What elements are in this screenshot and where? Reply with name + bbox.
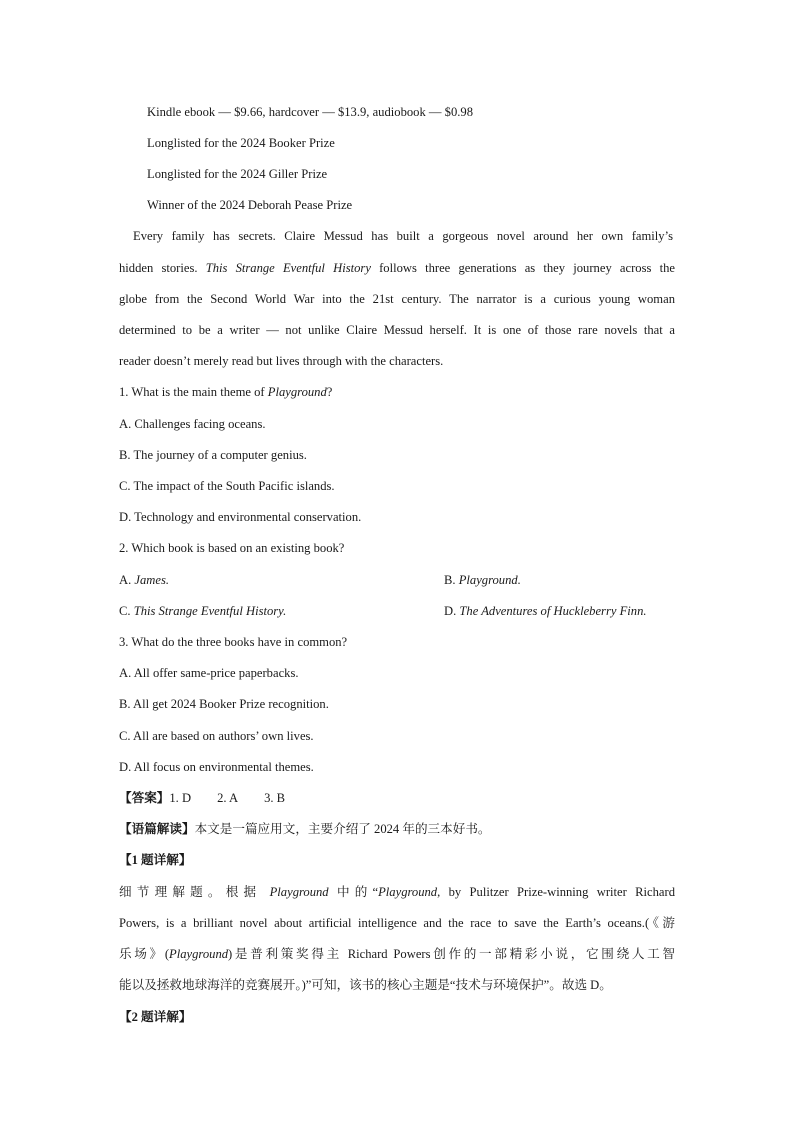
detail-1-line-4: 能以及拯救地球海洋的竞赛展开。)”可知，该书的核心主题是“技术与环境保护”。故选 D。 [119,978,612,992]
stem-text: ? [326,385,333,399]
option-letter: A. [119,573,135,587]
detail-text: 乐场》( [119,947,170,961]
question-1-stem [119,384,332,400]
question-2-stem: 2. Which book is based on an existing book? [119,541,345,555]
detail-text: )是普利策奖得主 Richard Powers创作的一部精彩小说，它围绕人工智 [228,947,676,961]
q2-option-b [444,572,521,588]
interpretation-label: 【语篇解读】 [119,822,195,836]
book-title: James. [134,573,170,587]
q3-option-c: C. All are based on authors’ own lives. [119,729,314,743]
detail-1-heading: 【1 题详解】 [119,853,192,867]
q3-option-b: B. All get 2024 Booker Prize recognition. [119,697,329,711]
q2-option-c [119,603,286,619]
q1-option-a: A. Challenges facing oceans. [119,417,266,431]
detail-1-line-3 [119,946,675,962]
detail-2-heading: 【2 题详解】 [119,1010,192,1024]
passage-line-5: reader doesn’t merely read but lives through with the characters. [119,354,444,368]
interpretation-text: 本文是一篇应用文，主要介绍了 2024 年的三本好书。 [194,822,491,836]
book-title: This Strange Eventful History. [133,604,287,618]
stem-text: 1. What is the main theme of [119,385,268,399]
detail-1-line-2: Powers, is a brilliant novel about artificial intelligence and the race to save the Earth’s oceans.(《游 [119,916,675,930]
detail-text: 细节理解题。根据 [119,885,270,899]
answer-label: 【答案】 [119,791,170,805]
detail-1-line-1 [119,884,675,900]
passage-text: hidden stories. [119,261,206,275]
prices-line: Kindle ebook — $9.66, hardcover — $13.9, audiobook — $0.98 [147,105,473,119]
book-title: Playground [169,947,229,961]
passage-line-4: determined to be a writer — not unlike Claire Messud herself. It is one of those rare novels that a [119,323,675,337]
book-title: Playground [267,385,327,399]
q3-option-d: D. All focus on environmental themes. [119,760,314,774]
option-letter: B. [444,573,459,587]
book-title: This Strange Eventful History [205,261,371,275]
q3-option-a: A. All offer same-price paperbacks. [119,666,299,680]
award-giller: Longlisted for the 2024 Giller Prize [147,167,328,181]
book-title: Playground. [458,573,521,587]
q1-option-b: B. The journey of a computer genius. [119,448,307,462]
q2-option-d [444,603,647,619]
detail-text: , by Pulitzer Prize-winning writer Richard [437,885,675,899]
award-deborah-pease: Winner of the 2024 Deborah Pease Prize [147,198,353,212]
book-title: Playground [269,885,329,899]
interpretation-line [119,821,491,837]
answer-3: 3. B [264,791,286,805]
q1-option-d: D. Technology and environmental conservation. [119,510,362,524]
q1-option-c: C. The impact of the South Pacific islands. [119,479,335,493]
book-title: Playground [378,885,438,899]
award-booker: Longlisted for the 2024 Booker Prize [147,136,335,150]
passage-line-2 [119,260,675,276]
detail-text: 中的“ [328,885,379,899]
option-letter: D. [444,604,460,618]
passage-text: follows three generations as they journey across the [370,261,675,275]
option-letter: C. [119,604,134,618]
passage-line-1: Every family has secrets. Claire Messud has built a gorgeous novel around her own family’s [133,229,673,243]
question-3-stem: 3. What do the three books have in common? [119,635,348,649]
answer-2: 2. A [217,791,239,805]
answer-1: 1. D [169,791,192,805]
answer-line [119,790,311,806]
q2-option-a [119,572,169,588]
book-title: The Adventures of Huckleberry Finn. [459,604,647,618]
passage-line-3: globe from the Second World War into the 21st century. The narrator is a curious young woman [119,292,675,306]
